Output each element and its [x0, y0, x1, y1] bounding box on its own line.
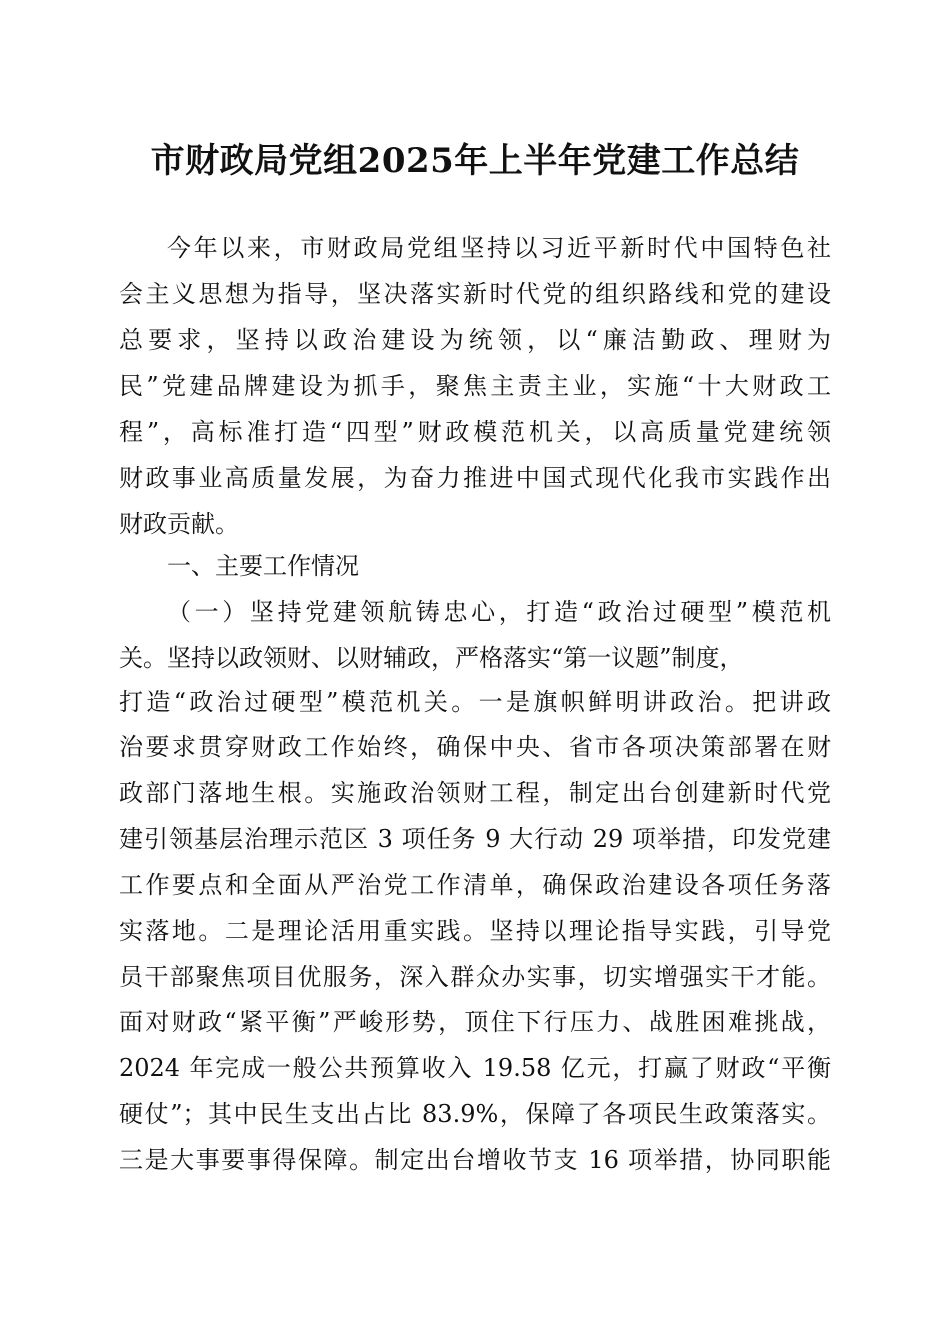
paragraph-line: （一）坚持党建领航铸忠心，打造“政治过硬型”模范机: [167, 598, 831, 626]
paragraph-line: 关。坚持以政领财、以财辅政，严格落实“第一议题”制度，: [119, 644, 744, 672]
paragraph-line: 财政事业高质量发展，为奋力推进中国式现代化我市实践作出: [119, 464, 831, 492]
paragraph-line: 员干部聚焦项目优服务，深入群众办实事，切实增强实干才能。: [119, 963, 831, 991]
paragraph-line: 建引领基层治理示范区 3 项任务 9 大行动 29 项举措，印发党建: [119, 825, 831, 853]
paragraph-line: 2024 年完成一般公共预算收入 19.58 亿元，打赢了财政“平衡: [119, 1054, 831, 1082]
paragraph-line: 打造“政治过硬型”模范机关。一是旗帜鲜明讲政治。把讲政: [119, 688, 831, 716]
paragraph-line: 治要求贯穿财政工作始终，确保中央、省市各项决策部署在财: [119, 733, 831, 761]
paragraph-line: 总要求，坚持以政治建设为统领，以“廉洁勤政、理财为: [119, 326, 831, 354]
paragraph-line: 硬仗”；其中民生支出占比 83.9%，保障了各项民生政策落实。: [119, 1100, 831, 1128]
section-heading: 一、主要工作情况: [167, 552, 359, 580]
paragraph-line: 民”党建品牌建设为抓手，聚焦主责主业，实施“十大财政工: [119, 372, 831, 400]
paragraph-line: 实落地。二是理论活用重实践。坚持以理论指导实践，引导党: [119, 917, 831, 945]
paragraph-line: 面对财政“紧平衡”严峻形势，顶住下行压力、战胜困难挑战，: [119, 1008, 831, 1036]
paragraph-line: 程”，高标准打造“四型”财政模范机关，以高质量党建统领: [119, 418, 831, 446]
paragraph-line: 三是大事要事得保障。制定出台增收节支 16 项举措，协同职能: [119, 1146, 831, 1174]
paragraph-line: 今年以来，市财政局党组坚持以习近平新时代中国特色社: [167, 234, 831, 262]
paragraph-line: 工作要点和全面从严治党工作清单，确保政治建设各项任务落: [119, 871, 831, 899]
paragraph-line: 政部门落地生根。实施政治领财工程，制定出台创建新时代党: [119, 779, 831, 807]
paragraph-line: 会主义思想为指导，坚决落实新时代党的组织路线和党的建设: [119, 280, 831, 308]
document-title: 市财政局党组2025年上半年党建工作总结: [150, 141, 800, 181]
paragraph-line: 财政贡献。: [119, 510, 239, 538]
